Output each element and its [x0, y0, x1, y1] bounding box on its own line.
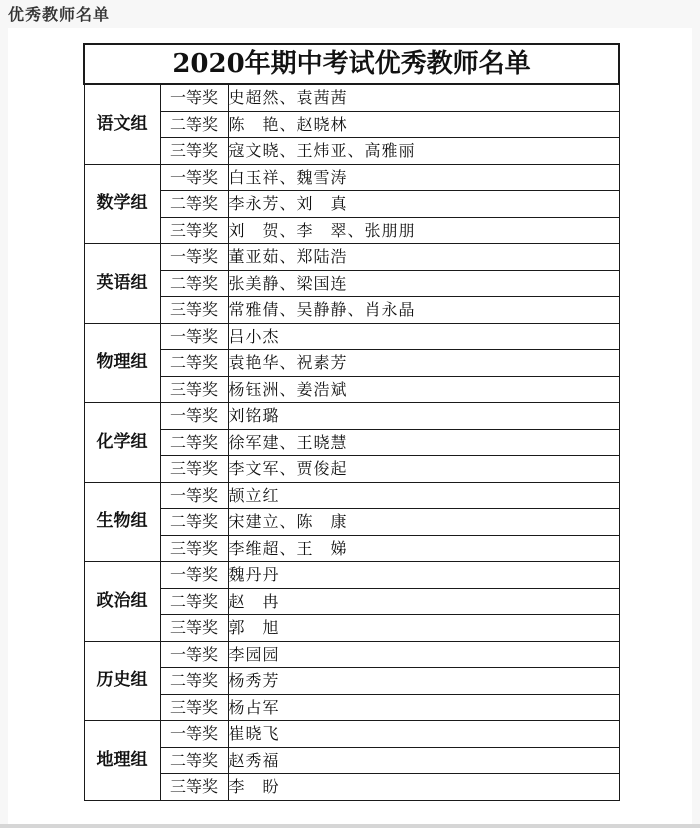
award-level-cell: 三等奖 [160, 615, 228, 642]
teacher-names-cell: 郭 旭 [228, 615, 619, 642]
table-row [84, 535, 619, 562]
teacher-names-cell: 崔晓飞 [228, 721, 619, 748]
table-row [84, 217, 619, 244]
teacher-names-cell: 宋建立、陈 康 [228, 509, 619, 536]
table-row [84, 164, 619, 191]
award-level-cell: 一等奖 [160, 164, 228, 191]
bottom-divider [0, 824, 700, 828]
award-level-cell: 二等奖 [160, 668, 228, 695]
award-level-cell: 一等奖 [160, 641, 228, 668]
award-level-cell: 二等奖 [160, 509, 228, 536]
award-level-cell: 三等奖 [160, 138, 228, 165]
award-level-cell: 一等奖 [160, 721, 228, 748]
teacher-names-cell: 李文军、贾俊起 [228, 456, 619, 483]
subject-group-cell: 生物组 [84, 482, 160, 562]
subject-group-cell: 英语组 [84, 244, 160, 324]
table-row [84, 615, 619, 642]
award-level-cell: 二等奖 [160, 429, 228, 456]
table-row [84, 562, 619, 589]
award-level-cell: 一等奖 [160, 244, 228, 271]
table-row [84, 694, 619, 721]
table-row [84, 747, 619, 774]
table-row [84, 297, 619, 324]
table-row [84, 138, 619, 165]
teacher-names-cell: 董亚茹、郑陆浩 [228, 244, 619, 271]
award-level-cell: 二等奖 [160, 270, 228, 297]
award-level-cell: 三等奖 [160, 217, 228, 244]
teacher-names-cell: 刘 贺、李 翠、张朋朋 [228, 217, 619, 244]
table-row [84, 244, 619, 271]
teacher-names-cell: 史超然、袁茜茜 [228, 84, 619, 111]
table-row [84, 376, 619, 403]
table-row [84, 482, 619, 509]
table-row [84, 403, 619, 430]
award-level-cell: 三等奖 [160, 456, 228, 483]
subject-group-cell: 地理组 [84, 721, 160, 801]
subject-group-cell: 物理组 [84, 323, 160, 403]
award-level-cell: 一等奖 [160, 562, 228, 589]
teacher-names-cell: 李维超、王 娣 [228, 535, 619, 562]
teacher-names-cell: 徐军建、王晓慧 [228, 429, 619, 456]
subject-group-cell: 数学组 [84, 164, 160, 244]
table-row [84, 270, 619, 297]
table-row [84, 509, 619, 536]
table-row [84, 641, 619, 668]
teacher-names-cell: 刘铭璐 [228, 403, 619, 430]
teacher-names-cell: 常雅倩、吴静静、肖永晶 [228, 297, 619, 324]
table-row [84, 456, 619, 483]
table-row [84, 191, 619, 218]
award-level-cell: 二等奖 [160, 747, 228, 774]
subject-group-cell: 化学组 [84, 403, 160, 483]
table-row [84, 111, 619, 138]
teacher-names-cell: 杨钰洲、姜浩斌 [228, 376, 619, 403]
award-level-cell: 二等奖 [160, 350, 228, 377]
table-row [84, 774, 619, 801]
award-level-cell: 一等奖 [160, 323, 228, 350]
teacher-names-cell: 赵 冉 [228, 588, 619, 615]
table-row [84, 429, 619, 456]
teacher-names-cell: 寇文晓、王炜亚、高雅丽 [228, 138, 619, 165]
teacher-names-cell: 杨占军 [228, 694, 619, 721]
teacher-names-cell: 吕小杰 [228, 323, 619, 350]
teacher-names-cell: 魏丹丹 [228, 562, 619, 589]
subject-group-cell: 政治组 [84, 562, 160, 642]
teacher-names-cell: 杨秀芳 [228, 668, 619, 695]
teacher-names-cell: 李永芳、刘 真 [228, 191, 619, 218]
document-image [8, 28, 692, 824]
award-level-cell: 三等奖 [160, 535, 228, 562]
teacher-names-cell: 赵秀福 [228, 747, 619, 774]
table-row [84, 84, 619, 111]
award-level-cell: 三等奖 [160, 376, 228, 403]
teacher-names-cell: 袁艳华、祝素芳 [228, 350, 619, 377]
award-level-cell: 二等奖 [160, 111, 228, 138]
table-row [84, 588, 619, 615]
subject-group-cell: 语文组 [84, 84, 160, 164]
document-title: 2020年期中考试优秀教师名单 [84, 44, 619, 84]
subject-group-cell: 历史组 [84, 641, 160, 721]
award-level-cell: 二等奖 [160, 588, 228, 615]
teacher-names-cell: 白玉祥、魏雪涛 [228, 164, 619, 191]
teacher-names-cell: 李 盼 [228, 774, 619, 801]
page-heading: 优秀教师名单 [8, 5, 111, 24]
award-level-cell: 一等奖 [160, 84, 228, 111]
teacher-names-cell: 陈 艳、赵晓林 [228, 111, 619, 138]
award-level-cell: 三等奖 [160, 694, 228, 721]
award-level-cell: 三等奖 [160, 774, 228, 801]
table-row [84, 323, 619, 350]
award-level-cell: 三等奖 [160, 297, 228, 324]
award-level-cell: 一等奖 [160, 403, 228, 430]
teacher-names-cell: 张美静、梁国连 [228, 270, 619, 297]
table-row [84, 350, 619, 377]
teacher-names-cell: 颉立红 [228, 482, 619, 509]
teacher-names-cell: 李园园 [228, 641, 619, 668]
teacher-roster-table [83, 43, 620, 801]
award-level-cell: 二等奖 [160, 191, 228, 218]
table-row [84, 721, 619, 748]
table-row [84, 668, 619, 695]
award-level-cell: 一等奖 [160, 482, 228, 509]
